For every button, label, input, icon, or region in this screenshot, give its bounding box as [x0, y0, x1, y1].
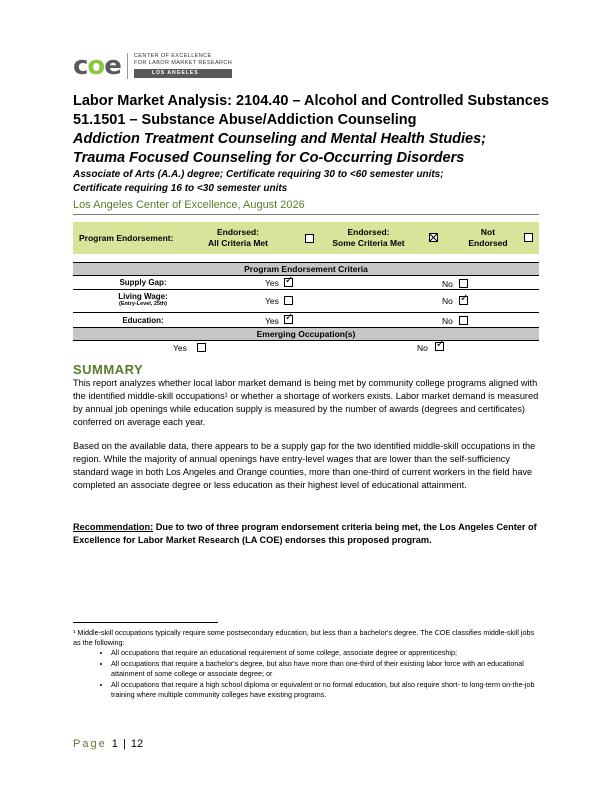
emerging-row: Yes No ✓ [73, 341, 539, 354]
education-no-checkbox [459, 316, 468, 325]
report-title: Labor Market Analysis: 2104.40 – Alcohol and Controlled Substances 51.1501 – Substance Abuse/Addiction Counseling [73, 93, 549, 128]
living-wage-no-checkbox [459, 296, 468, 305]
emerging-no-checkbox [435, 342, 444, 351]
endorsed-some-label: Endorsed: Some Criteria Met [332, 227, 405, 248]
living-wage-yes-checkbox [284, 296, 293, 305]
coe-logo-mark: coe [73, 50, 121, 81]
recommendation [73, 521, 539, 547]
criteria-row-education: Education: Yes ✓ No [73, 313, 539, 328]
report-source: Los Angeles Center of Excellence, August 2026 [73, 199, 305, 211]
page-number: Page 1 | 12 [73, 738, 144, 750]
criteria-table [73, 262, 539, 354]
recommendation-label: Recommendation: [73, 522, 154, 532]
emerging-yes-checkbox [197, 343, 206, 352]
emerging-header: Emerging Occupation(s) [73, 328, 539, 341]
criteria-row-living-wage: Living Wage: (Entry-Level, 25th) Yes No ✓ [73, 290, 539, 313]
supply-gap-no-checkbox [459, 279, 468, 288]
program-title: Addiction Treatment Counseling and Mental Health Studies; Trauma Focused Counseling for Co-Occurring Disorders [73, 131, 487, 166]
endorsement-bar [73, 222, 539, 254]
footnote-item: • All occupations that require a high school diploma or equivalent or no formal education, but also require short- to long-term on-the-job training where multiple community colleges have existing programs. [111, 680, 539, 700]
not-endorsed-checkbox [524, 233, 533, 242]
endorsement-label: Program Endorsement: [79, 233, 174, 243]
footnote: ¹ Middle-skill occupations typically require some postsecondary education, but less than a bachelor's degree. The COE classifies middle-skill jobs as the following: • All occupations that require an educational requirement of some college, associate degree or apprenticeship; • All occupations that require a bachelor's degree, but also have more than one-third of their existing labor force with an educational attainment of some college or associate degree; or • All occupations that require a high school diploma or equivalent or no formal education, but also require short- to long-term on-the-job training where multiple community colleges have existing programs. [73, 628, 539, 701]
endorsed-all-label: Endorsed: All Criteria Met [208, 227, 268, 248]
award-types: Associate of Arts (A.A.) degree; Certificate requiring 30 to <60 semester units; Certificate requiring 16 to <30 semester units [73, 169, 444, 194]
coe-logo [73, 52, 232, 79]
footnote-item: • All occupations that require an educational requirement of some college, associate degree or apprenticeship; [111, 648, 539, 658]
endorsed-all-checkbox [305, 234, 314, 243]
recommendation-text: Due to two of three program endorsement criteria being met, the Los Angeles Center of Excellence for Labor Market Research (LA COE) endorses this proposed program. [73, 522, 537, 545]
summary-paragraph-2: Based on the available data, there appears to be a supply gap for the two identified middle-skill occupations in the region. While the majority of annual openings have entry-level wages that are lower than the self-sufficiency standard wage in both Los Angeles and Orange counties, more than one-third of current workers in the field have completed an associate degree or less education as their highest level of educational attainment. [73, 441, 536, 490]
divider [73, 214, 539, 215]
supply-gap-yes-checkbox [284, 278, 293, 287]
footnote-list [73, 648, 539, 700]
criteria-header: Program Endorsement Criteria [73, 262, 539, 276]
summary-paragraph-1: This report analyzes whether local labor market demand is being met by community college programs aligned with the identified middle-skill occupations¹ or whether a shortage of workers exists. Labor market demand is measured by annual job openings while education supply is measured by the number of awards (degrees and certificates) conferred on average each year. [73, 378, 539, 427]
education-yes-checkbox [284, 315, 293, 324]
footnote-item: • All occupations that require a bachelor's degree, but also have more than one-third of their existing labor force with an educational attainment of some college or associate degree; or [111, 659, 539, 679]
footnote-rule [73, 622, 218, 623]
summary-heading: SUMMARY [73, 362, 144, 377]
logo-divider [127, 53, 128, 79]
not-endorsed-label: Not Endorsed [468, 227, 508, 248]
endorsed-some-checkbox [429, 233, 438, 242]
criteria-row-supply-gap: Supply Gap: Yes ✓ No [73, 276, 539, 290]
logo-text: CENTER OF EXCELLENCE FOR LABOR MARKET RESEARCH LOS ANGELES [133, 53, 233, 76]
